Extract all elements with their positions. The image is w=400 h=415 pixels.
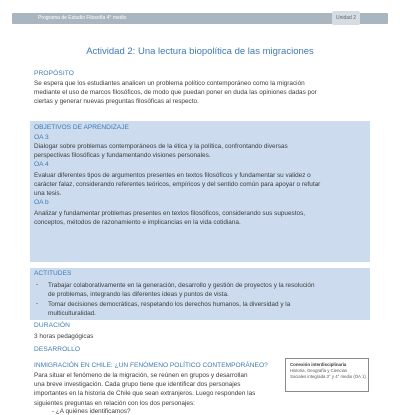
oa-text [34, 142, 365, 160]
unit-badge: Unidad 2 [332, 11, 360, 25]
sidebox-line: Historia, Geografía y Ciencias [290, 368, 348, 373]
dash-icon: - [36, 281, 39, 288]
question-text: ¿A quiénes identificamos? [55, 408, 131, 415]
purpose-line: ciertas y generar nuevas preguntas filosóficas al respecto. [34, 98, 199, 106]
oa-line: conceptos, métodos de razonamiento e implicancias en la vida cotidiana. [34, 219, 241, 227]
attitude-line: Tomar decisiones democráticas, respetando los derechos humanos, la diversidad y la [48, 301, 291, 308]
attitude-line: de problemas, integrando las diferentes ideas y puntos de vista. [48, 291, 229, 299]
objectives-heading: OBJETIVOS DE APRENDIZAJE [34, 124, 129, 131]
oa-line: Analizar y fundamentar problemas presentes en textos filosóficos, considerando sus supuestos, [34, 210, 306, 217]
development-line: Para situar el fenómeno de la migración, se reúnen en grupos y desarrollan [34, 372, 248, 379]
attitudes-heading: ACTITUDES [34, 270, 72, 277]
oa-label: OA 3 [34, 134, 49, 141]
attitudes-box [30, 268, 370, 320]
oa-label: OA b [34, 199, 49, 206]
duration-value: 3 horas pedagógicas [34, 333, 94, 340]
purpose-line: Se espera que los estudiantes analicen un problema político contemporáneo como la migración [34, 80, 305, 87]
objectives-box [30, 121, 370, 262]
attitude-text [48, 281, 366, 299]
development-subheading: INMIGRACIÓN EN CHILE: ¿UN FENÓMENO POLÍTICO CONTEMPORÁNEO? [34, 362, 268, 369]
question-item [52, 408, 131, 415]
oa-line: Dialogar sobre problemas contemporáneos de la ética y la política, confrontando diversas [34, 143, 288, 150]
page-header [0, 0, 400, 32]
list-marker: - [52, 408, 56, 415]
oa-line: perspectivas filosóficas y fundamentando visiones personales. [34, 152, 211, 160]
development-line: importantes en la historia de Chile que sean extranjeros. Luego responden las [34, 390, 256, 398]
duration-heading: DURACIÓN [34, 322, 70, 329]
program-name: Programa de Estudio Filosofía 4° medio [38, 15, 127, 21]
dash-icon: - [36, 300, 39, 307]
page-title: Actividad 2: Una lectura biopolítica de las migraciones [86, 46, 314, 57]
attitude-line: multiculturalidad. [48, 310, 96, 318]
purpose-text [34, 79, 367, 107]
oa-text [34, 209, 365, 227]
purpose-heading: PROPÓSITO [34, 70, 74, 77]
oa-line: una tesis. [34, 190, 62, 198]
development-line: una breve investigación. Cada grupo tiene que identificar dos personajes [34, 381, 241, 389]
development-text [34, 371, 278, 408]
sidebox-line: Sociales integrada 3° y 4° medio (OA 1) [290, 374, 366, 379]
oa-line: Evaluar diferentes tipos de argumentos presentes en textos filosóficos y fundamentar su validez o [34, 172, 311, 179]
oa-text [34, 171, 365, 199]
sidebox-title: Conexión interdisciplinaria [290, 362, 347, 367]
development-line: siguientes preguntas en relación con los dos personajes: [34, 399, 195, 407]
development-heading: DESARROLLO [34, 346, 81, 353]
attitude-text [48, 300, 366, 318]
sidebox-text [290, 368, 368, 380]
oa-label: OA 4 [34, 161, 49, 168]
interdisciplinary-box [285, 358, 369, 392]
attitude-line: Trabajar colaborativamente en la generación, desarrollo y gestión de proyectos y la resolución [48, 282, 315, 289]
purpose-line: mediante el uso de marcos filosóficos, de modo que puedan poner en duda las opiniones dadas por [34, 89, 317, 97]
oa-line: carácter falaz, considerando referentes teóricos, empíricos y del sentido común para apoyar o refutar [34, 181, 321, 189]
